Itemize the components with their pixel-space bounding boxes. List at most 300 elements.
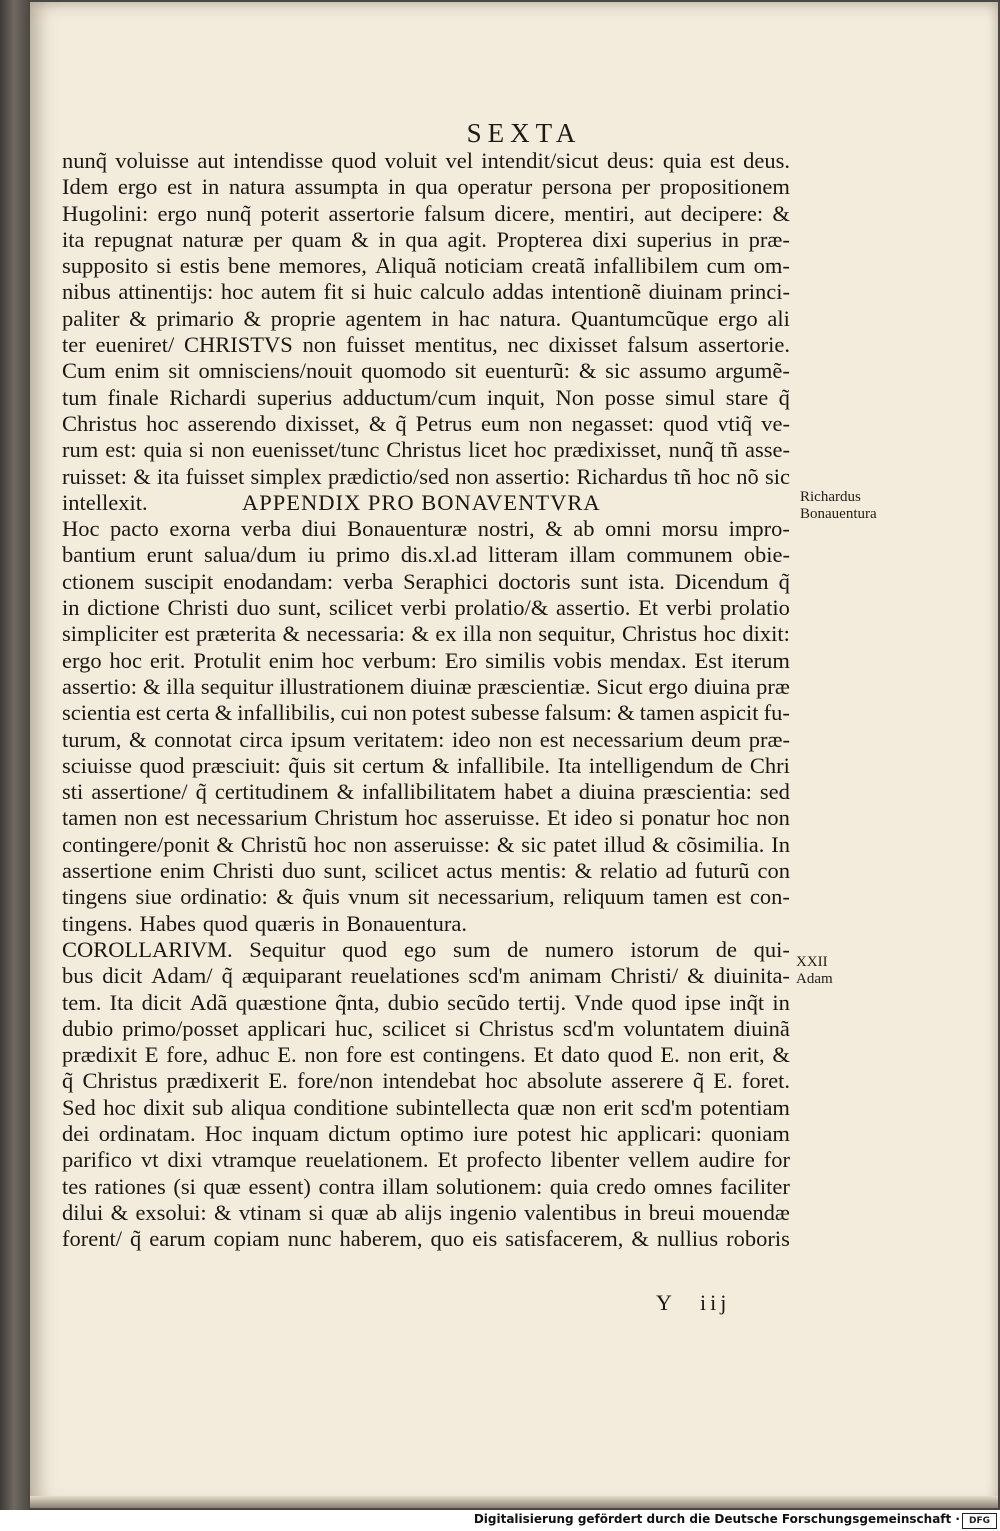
word: sequitur, — [538, 621, 616, 647]
word: pacto — [110, 516, 159, 542]
word: for — [763, 1147, 790, 1173]
word: decipere: — [680, 200, 764, 226]
word: quia — [549, 1173, 589, 1199]
word: cui — [340, 700, 368, 726]
word: Bonauenturæ — [347, 516, 468, 542]
word: posse — [604, 384, 655, 410]
word: COROLLARIVM. — [62, 936, 233, 962]
word: diui — [301, 516, 337, 542]
word: si — [189, 437, 205, 463]
word: negasset: — [571, 410, 655, 436]
word: q̃ — [195, 779, 207, 805]
word: dis.xl.ad — [400, 542, 478, 568]
word: attinentijs: — [118, 279, 214, 305]
word: adhuc — [215, 1042, 270, 1068]
word: intendebat — [382, 1068, 477, 1094]
word: quæ — [331, 1199, 369, 1225]
word: & — [336, 779, 355, 805]
word: om- — [753, 253, 790, 279]
word: sit — [333, 752, 355, 778]
word: (si — [173, 1173, 196, 1199]
word: natura. — [499, 305, 562, 331]
word: noticiam — [444, 253, 524, 279]
word: sic — [764, 463, 790, 489]
word: dixit — [143, 1094, 185, 1120]
word: deus. — [743, 148, 790, 173]
word: subesse — [470, 700, 540, 726]
word: scd'm — [562, 1015, 615, 1041]
word: fuisset — [346, 332, 405, 358]
word: non — [498, 726, 533, 752]
word: per — [621, 174, 651, 200]
word: estis — [179, 253, 220, 279]
word: prædixit — [62, 1042, 138, 1068]
word: asseruisse. — [444, 805, 540, 831]
word: circa — [239, 726, 283, 752]
word: omnisciens/nouit — [198, 358, 353, 384]
word: Christus — [478, 1015, 554, 1041]
word: & — [214, 1199, 232, 1225]
word: Hoc — [62, 516, 100, 542]
word: salua/dum — [204, 542, 297, 568]
word: in — [201, 174, 220, 200]
word: Protulit — [193, 647, 261, 673]
word: non — [687, 1042, 722, 1068]
word: fore/non — [296, 1068, 374, 1094]
word: ordinatam. — [98, 1120, 196, 1146]
text-line — [62, 569, 790, 595]
word: Christi — [167, 595, 229, 621]
word: poterit — [260, 200, 320, 226]
text-line — [62, 1147, 790, 1173]
word: duo — [281, 858, 316, 884]
text-line — [62, 332, 790, 358]
text-line — [62, 516, 790, 542]
word: mentitus, — [414, 332, 498, 358]
word: ctionem — [62, 568, 135, 594]
word: tingens. — [62, 910, 133, 936]
word: non — [756, 805, 790, 831]
word: finale — [107, 384, 159, 410]
text-line — [62, 1095, 790, 1121]
word: verbi — [400, 595, 447, 621]
word: proprie — [270, 305, 336, 331]
word: est — [164, 621, 190, 647]
word: & — [431, 752, 450, 778]
word: Christus — [621, 621, 697, 647]
word: erit. — [149, 647, 186, 673]
word: dubio — [62, 1015, 114, 1041]
word: Christus — [386, 437, 462, 463]
word: futurũ — [694, 858, 750, 884]
line-start-word: intellexit. — [62, 489, 148, 515]
word: sed — [759, 779, 790, 805]
word: sic — [521, 831, 547, 857]
word: ve- — [761, 410, 790, 436]
word: quo — [430, 1226, 465, 1252]
word: Idem — [62, 174, 109, 200]
word: ipsum — [290, 726, 346, 752]
word: actus — [446, 858, 493, 884]
text-line — [62, 1016, 790, 1042]
margin-note-line: Adam — [796, 971, 833, 987]
word: hoc — [405, 805, 438, 831]
word: Aliquã — [375, 253, 437, 279]
word: & — [129, 305, 147, 331]
word: q̃ — [692, 1068, 705, 1094]
word: si — [156, 253, 172, 279]
word: exorna — [169, 516, 231, 542]
word: connotat — [154, 726, 232, 752]
word: in — [772, 989, 790, 1015]
word: CHRISTVS — [184, 332, 293, 358]
word: quæstione — [235, 989, 327, 1015]
appendix-heading: APPENDIX PRO BONAVENTVRA — [242, 489, 601, 515]
word: autem — [260, 279, 316, 305]
word: numero — [545, 936, 614, 962]
word: similis — [485, 647, 546, 673]
word: Quantumcũque — [570, 305, 709, 331]
word: est — [539, 726, 565, 752]
word: applicari — [247, 1015, 327, 1041]
word: illa — [166, 673, 196, 699]
word: libenter — [550, 1147, 620, 1173]
word: sit — [168, 358, 190, 384]
word: suscipit — [144, 568, 214, 594]
word: voluntatem — [623, 1015, 725, 1041]
word: prædictio/sed — [327, 463, 450, 489]
word: supposito — [62, 253, 149, 279]
word: intentionẽ — [551, 279, 642, 305]
word: ali — [767, 305, 790, 331]
word: Chri — [749, 752, 790, 778]
word: est — [709, 148, 735, 173]
word: præ- — [748, 726, 790, 752]
word: infallibile. — [456, 752, 551, 778]
word: Ita — [109, 989, 134, 1015]
word: sub — [192, 1094, 224, 1120]
word: vtiq̃ — [717, 410, 753, 436]
word: Est — [694, 647, 724, 673]
word: sunt, — [278, 595, 322, 621]
word: scd'm — [640, 1094, 693, 1120]
word: agentem — [345, 305, 422, 331]
word: quod — [631, 989, 677, 1015]
word: Richardi — [169, 384, 247, 410]
word: iu — [307, 542, 326, 568]
word: vtinam — [238, 1199, 302, 1225]
word: roboris — [726, 1226, 790, 1252]
word: est — [135, 700, 161, 726]
text-line — [62, 884, 790, 910]
word: quomodo — [361, 358, 447, 384]
text-line — [62, 279, 790, 305]
word: superius — [636, 226, 712, 252]
word: & — [214, 700, 233, 726]
word: aut — [197, 148, 225, 173]
text-line — [62, 621, 790, 647]
word: si — [454, 1015, 470, 1041]
word: & — [133, 463, 151, 489]
text-line — [62, 253, 790, 279]
word: exsolui: — [135, 1199, 207, 1225]
word: ergo — [117, 174, 158, 200]
word: natura — [228, 174, 286, 200]
word: intendisse — [233, 148, 324, 173]
word: primario — [156, 305, 234, 331]
word: persona — [541, 174, 612, 200]
word: hoc — [313, 831, 347, 857]
word: q̃uis — [288, 752, 326, 778]
word: & — [574, 858, 593, 884]
word: tamen — [652, 884, 708, 910]
word: simpliciter — [62, 621, 159, 647]
word: Et — [437, 1147, 458, 1173]
word: addas — [492, 279, 544, 305]
word: vobis — [553, 647, 602, 673]
word: & — [142, 673, 161, 699]
word: Propterea — [496, 226, 583, 252]
word: sic — [605, 358, 631, 384]
running-title: SEXTA — [466, 118, 582, 148]
word: dictum — [328, 1120, 391, 1146]
word: erit, — [728, 1042, 765, 1068]
word: contingens. — [422, 1042, 526, 1068]
word: verbi — [665, 595, 713, 621]
word: fore — [345, 1042, 383, 1068]
word: tamen — [62, 805, 117, 831]
word: tertij. — [518, 989, 567, 1015]
word: aliqua — [230, 1094, 286, 1120]
word: scientia — [62, 700, 131, 726]
word: con — [757, 858, 790, 884]
word: non — [302, 332, 337, 358]
word: non — [528, 410, 563, 436]
word: Non — [555, 384, 595, 410]
word: q̃uis — [302, 884, 340, 910]
word: hoc — [103, 1094, 136, 1120]
word: ergo — [157, 200, 198, 226]
word: tum — [62, 384, 98, 410]
word: Habes — [139, 910, 196, 936]
text-line — [62, 674, 790, 700]
word: ita — [156, 463, 180, 489]
word: illa — [463, 621, 492, 647]
word: ordinatio: — [180, 884, 268, 910]
word: est — [716, 884, 742, 910]
word: erit — [603, 1094, 634, 1120]
word: patet — [553, 831, 597, 857]
word: conditione — [293, 1094, 389, 1120]
word: veritatem: — [353, 726, 445, 752]
word: primo/posset — [122, 1015, 239, 1041]
word: vellem — [628, 1147, 690, 1173]
word: & — [617, 700, 635, 726]
word: & — [687, 963, 705, 989]
word: propositionem — [659, 174, 790, 200]
word: ab — [375, 1199, 398, 1225]
word: eis — [472, 1226, 498, 1252]
word: Vnde — [574, 989, 624, 1015]
word: præterita — [196, 621, 277, 647]
word: quod — [331, 148, 377, 173]
word: illud — [603, 831, 645, 857]
word: nibus — [62, 279, 111, 305]
word: inquit, — [486, 384, 545, 410]
word: æquiparant — [241, 963, 342, 989]
word: quod — [663, 410, 709, 436]
word: Et — [638, 595, 659, 621]
word: tñ — [673, 463, 692, 489]
word: dubio — [387, 989, 440, 1015]
word: fuisset — [185, 463, 245, 489]
text-line — [62, 1068, 790, 1094]
word: sequitur — [200, 673, 274, 699]
word: si — [619, 805, 635, 831]
word: si — [308, 1199, 324, 1225]
word: primo — [336, 542, 390, 568]
word: cum — [706, 253, 746, 279]
word: hac — [458, 305, 490, 331]
word: parifico — [62, 1147, 132, 1173]
word: ego — [403, 936, 437, 962]
word: Et — [533, 1042, 554, 1068]
word: assertione/ — [91, 779, 188, 805]
word: q̃ — [221, 963, 233, 989]
text-line — [62, 464, 790, 490]
word: & — [282, 621, 300, 647]
word: rum — [62, 437, 99, 463]
word: hoc — [513, 437, 547, 463]
word: Sequitur — [249, 936, 326, 962]
margin-note-xxii — [796, 954, 833, 988]
text-line — [62, 937, 790, 963]
word: obie- — [743, 542, 790, 568]
word: foret. — [741, 1068, 790, 1094]
word: Et — [546, 805, 567, 831]
word: asse- — [745, 437, 790, 463]
word: qua — [405, 226, 438, 252]
word: hoc — [146, 410, 179, 436]
word: Petrus — [415, 410, 472, 436]
word: Bonauentura. — [346, 910, 467, 936]
word: præscientia: — [643, 779, 752, 805]
text-line — [62, 174, 790, 200]
word: voluisse — [115, 148, 190, 173]
word: scilicet — [382, 1015, 446, 1041]
word: deus: — [607, 148, 655, 173]
word: nunq̃ — [668, 437, 714, 463]
word: sunt, — [323, 858, 367, 884]
word: assumpta — [294, 174, 379, 200]
word: & — [496, 831, 515, 857]
word: ponatur — [641, 805, 710, 831]
text-line — [62, 753, 790, 779]
word: animam — [529, 963, 602, 989]
word: quæ — [517, 1094, 555, 1120]
word: non — [498, 621, 532, 647]
word: simul — [665, 384, 716, 410]
word: Christum — [314, 805, 399, 831]
word: quæ — [203, 1173, 241, 1199]
word: nec — [507, 332, 539, 358]
word: fu- — [763, 700, 790, 726]
word: prolatio/& — [454, 595, 549, 621]
word: bantium — [62, 542, 136, 568]
word: E. — [660, 1042, 680, 1068]
word: non — [123, 805, 158, 831]
word: & — [772, 200, 790, 226]
word: calculo — [419, 279, 485, 305]
word: huic — [373, 279, 413, 305]
margin-note-line: XXII — [796, 954, 828, 970]
word: in — [431, 305, 449, 331]
word: ingenio — [449, 1199, 517, 1225]
word: necessaria: — [306, 621, 406, 647]
word: enim — [268, 647, 314, 673]
word: hic — [580, 1120, 608, 1146]
word: enim — [159, 858, 205, 884]
word: in — [378, 226, 396, 252]
word: præ — [756, 673, 790, 699]
word: de — [721, 752, 743, 778]
word: inq̃t — [729, 989, 765, 1015]
word: intelligendum — [588, 752, 714, 778]
word: diuinæ — [410, 673, 472, 699]
word: diuinã — [733, 1015, 790, 1041]
word: hoc — [716, 805, 750, 831]
word: simplex — [250, 463, 322, 489]
word: audire — [698, 1147, 755, 1173]
word: prolatio — [719, 595, 790, 621]
word: dixit: — [742, 621, 790, 647]
signature-letter: Y — [656, 1290, 676, 1315]
word: præscientiæ. — [477, 673, 591, 699]
word: hoc — [220, 279, 254, 305]
word: & — [545, 516, 563, 542]
word: præsciuit: — [191, 752, 281, 778]
word: Christũ — [240, 831, 307, 857]
word: & — [651, 831, 670, 857]
word: E. — [713, 1068, 733, 1094]
word: nunq̃ — [62, 148, 107, 173]
word: ideo — [451, 726, 491, 752]
word: forent/ — [62, 1226, 122, 1252]
word: diuina — [693, 673, 751, 699]
word: earum — [149, 1226, 206, 1252]
word: impro- — [728, 516, 790, 542]
word: bus — [62, 963, 94, 989]
word: nunq̃ — [206, 200, 252, 226]
word: aut — [644, 200, 672, 226]
word: deum — [691, 726, 742, 752]
word: Hugolini: — [62, 200, 149, 226]
word: sunt — [580, 568, 619, 594]
text-line — [62, 1042, 790, 1068]
word: omnes — [653, 1173, 713, 1199]
word: illustrationem — [279, 673, 405, 699]
word: profecto — [466, 1147, 542, 1173]
text-line — [62, 1226, 790, 1252]
text-line — [62, 490, 790, 516]
word: infallibilitatem — [362, 779, 496, 805]
text-line — [62, 542, 790, 568]
word: ideo — [573, 805, 613, 831]
word: ita — [62, 226, 85, 252]
word: dixi — [592, 226, 628, 252]
word: memores, — [278, 253, 367, 279]
word: non — [211, 437, 245, 463]
